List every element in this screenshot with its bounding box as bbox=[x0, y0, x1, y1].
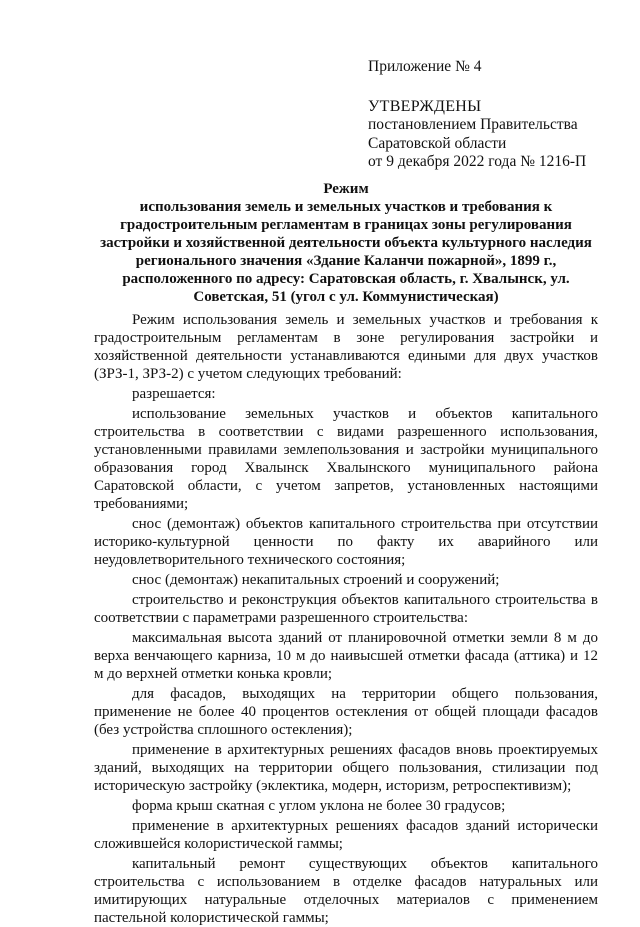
annex-number: Приложение № 4 bbox=[368, 58, 482, 75]
paragraph: Режим использования земель и земельных участков и требования к градостроительным регламентам в зоне регулирования застройки и хозяйственной деятельности устанавливаются едиными для двух участков (ЗРЗ-1, ЗРЗ-2) с учетом следующих требований: bbox=[94, 312, 598, 382]
document-body bbox=[94, 311, 598, 927]
approval-line: от 9 декабря 2022 года № 1216-П bbox=[368, 153, 587, 170]
approval-line: Саратовской области bbox=[368, 134, 507, 152]
approval-block bbox=[368, 58, 628, 172]
paragraph: применение в архитектурных решениях фасадов вновь проектируемых зданий, выходящих на территории общего пользования, стилизации под историческую застройку (эклектика, модерн, историзм, ретроспективизм); bbox=[94, 742, 598, 794]
approved-label: УТВЕРЖДЕНЫ bbox=[368, 97, 482, 115]
paragraph: использование земельных участков и объектов капитального строительства в соответствии с видами разрешенного использования, установленными правилами землепользования и застройки муниципального образования город Хвалынск Хвалынского муниципального района Саратовской области, с учетом запретов, установленных настоящими требованиями; bbox=[94, 406, 598, 512]
paragraph: применение в архитектурных решениях фасадов зданий исторически сложившейся колористической гаммы; bbox=[94, 818, 598, 852]
paragraph: для фасадов, выходящих на территории общего пользования, применение не более 40 процентов остекления от общей площади фасадов (без устройства сплошного остекления); bbox=[94, 686, 598, 738]
paragraph: максимальная высота зданий от планировочной отметки земли 8 м до верха венчающего карниза, 10 м до наивысшей отметки фасада (аттика) и 12 м до верхней отметки конька кровли; bbox=[94, 630, 598, 682]
document-title bbox=[96, 180, 596, 306]
paragraph: снос (демонтаж) объектов капитального строительства при отсутствии историко-культурной ценности по факту их аварийного или неудовлетворительного технического состояния; bbox=[94, 516, 598, 568]
paragraph: капитальный ремонт существующих объектов капитального строительства с использованием в отделке фасадов натуральных или имитирующих натуральные отделочных материалов с применением пастельной колористической гаммы; bbox=[94, 856, 598, 926]
title-heading: Режим bbox=[323, 181, 369, 197]
paragraph: снос (демонтаж) некапитальных строений и сооружений; bbox=[132, 572, 500, 588]
title-body: использования земель и земельных участков и требования к градостроительным регламентам в границах зоны регулирования застройки и хозяйственной деятельности объекта культурного наследия регионального значения «Здание Каланчи пожарной», 1899 г., расположенного по адресу: Саратовская область, г. Хвалынск, ул. Советская, 51 (угол с ул. Коммунистическая) bbox=[100, 199, 592, 305]
approval-line: постановлением Правительства bbox=[368, 116, 578, 133]
paragraph: разрешается: bbox=[132, 386, 216, 402]
paragraph: строительство и реконструкция объектов капитального строительства в соответствии с параметрами разрешенного строительства: bbox=[94, 592, 598, 626]
paragraph: форма крыш скатная с углом уклона не более 30 градусов; bbox=[132, 798, 506, 814]
